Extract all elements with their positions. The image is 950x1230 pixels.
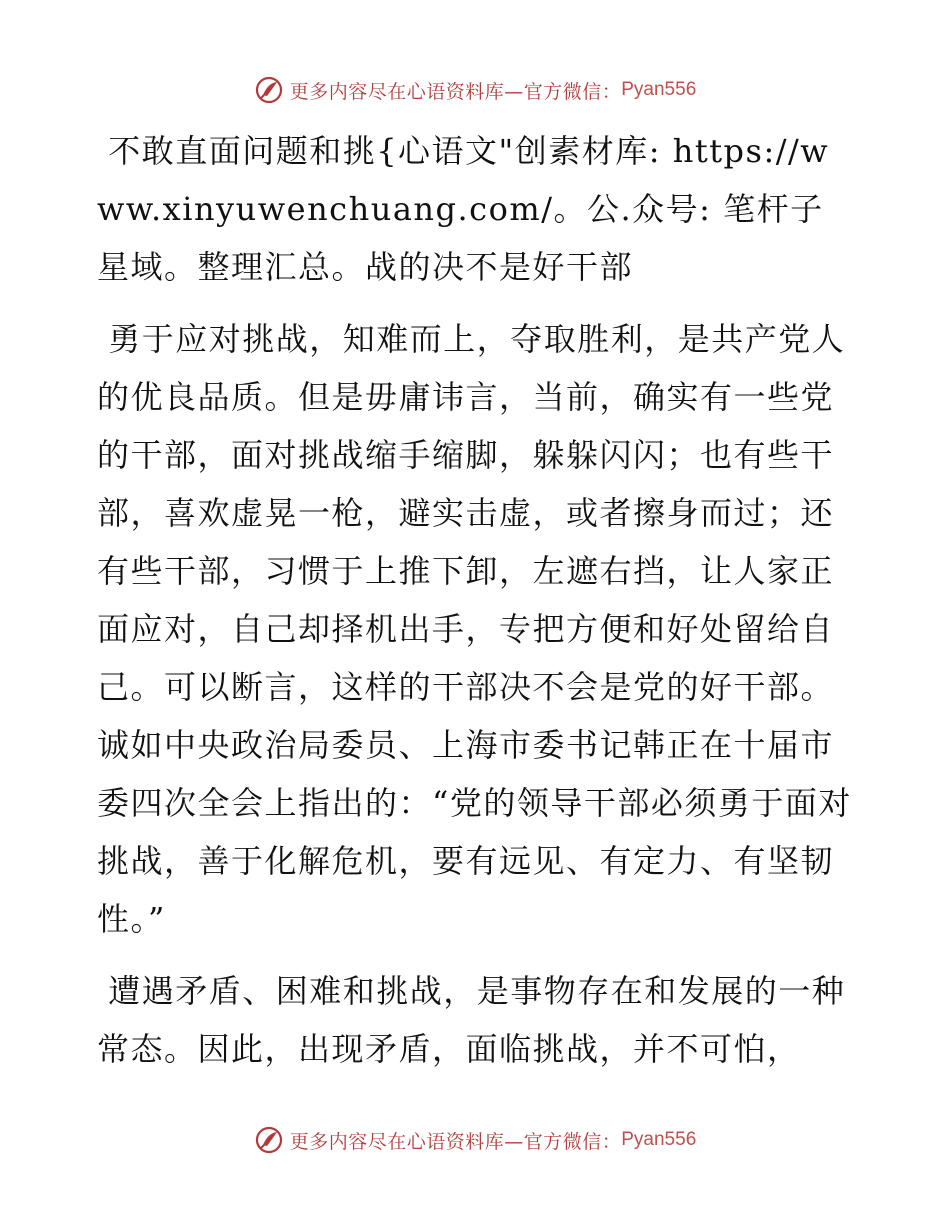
brush-logo-icon <box>254 75 284 105</box>
document-body <box>97 122 857 1092</box>
banner-wechat-handle: Pyan556 <box>621 79 697 100</box>
banner-text: 更多内容尽在心语资料库—官方微信： <box>289 80 622 103</box>
banner-wechat-handle: Pyan556 <box>621 1129 697 1150</box>
footer-banner <box>0 1120 950 1160</box>
paragraph-1: 不敢直面问题和挑{心语文"创素材库: https://www.xinyuwenchuang.com/。公.众号: 笔杆子星域。整理汇总。战的决不是好干部 <box>97 132 830 286</box>
header-banner <box>0 70 950 110</box>
paragraph-2: 勇于应对挑战，知难而上，夺取胜利，是共产党人的优良品质。但是毋庸讳言，当前，确实有一些党的干部，面对挑战缩手缩脚，躲躲闪闪；也有些干部，喜欢虚晃一枪，避实击虚，或者擦身而过；还有些干部，习惯于上推下卸，左遮右挡，让人家正面应对，自己却择机出手，专把方便和好处留给自己。可以断言，这样的干部决不会是党的好干部。诚如中央政治局委员、上海市委书记韩正在十届市委四次全会上指出的：“党的领导干部必须勇于面对挑战，善于化解危机，要有远见、有定力、有坚韧性。” <box>97 320 852 938</box>
banner-text: 更多内容尽在心语资料库—官方微信： <box>289 1130 622 1153</box>
brush-logo-icon <box>254 1125 284 1155</box>
paragraph-3: 遭遇矛盾、困难和挑战，是事物存在和发展的一种常态。因此，出现矛盾，面临挑战，并不可怕， <box>97 972 846 1068</box>
